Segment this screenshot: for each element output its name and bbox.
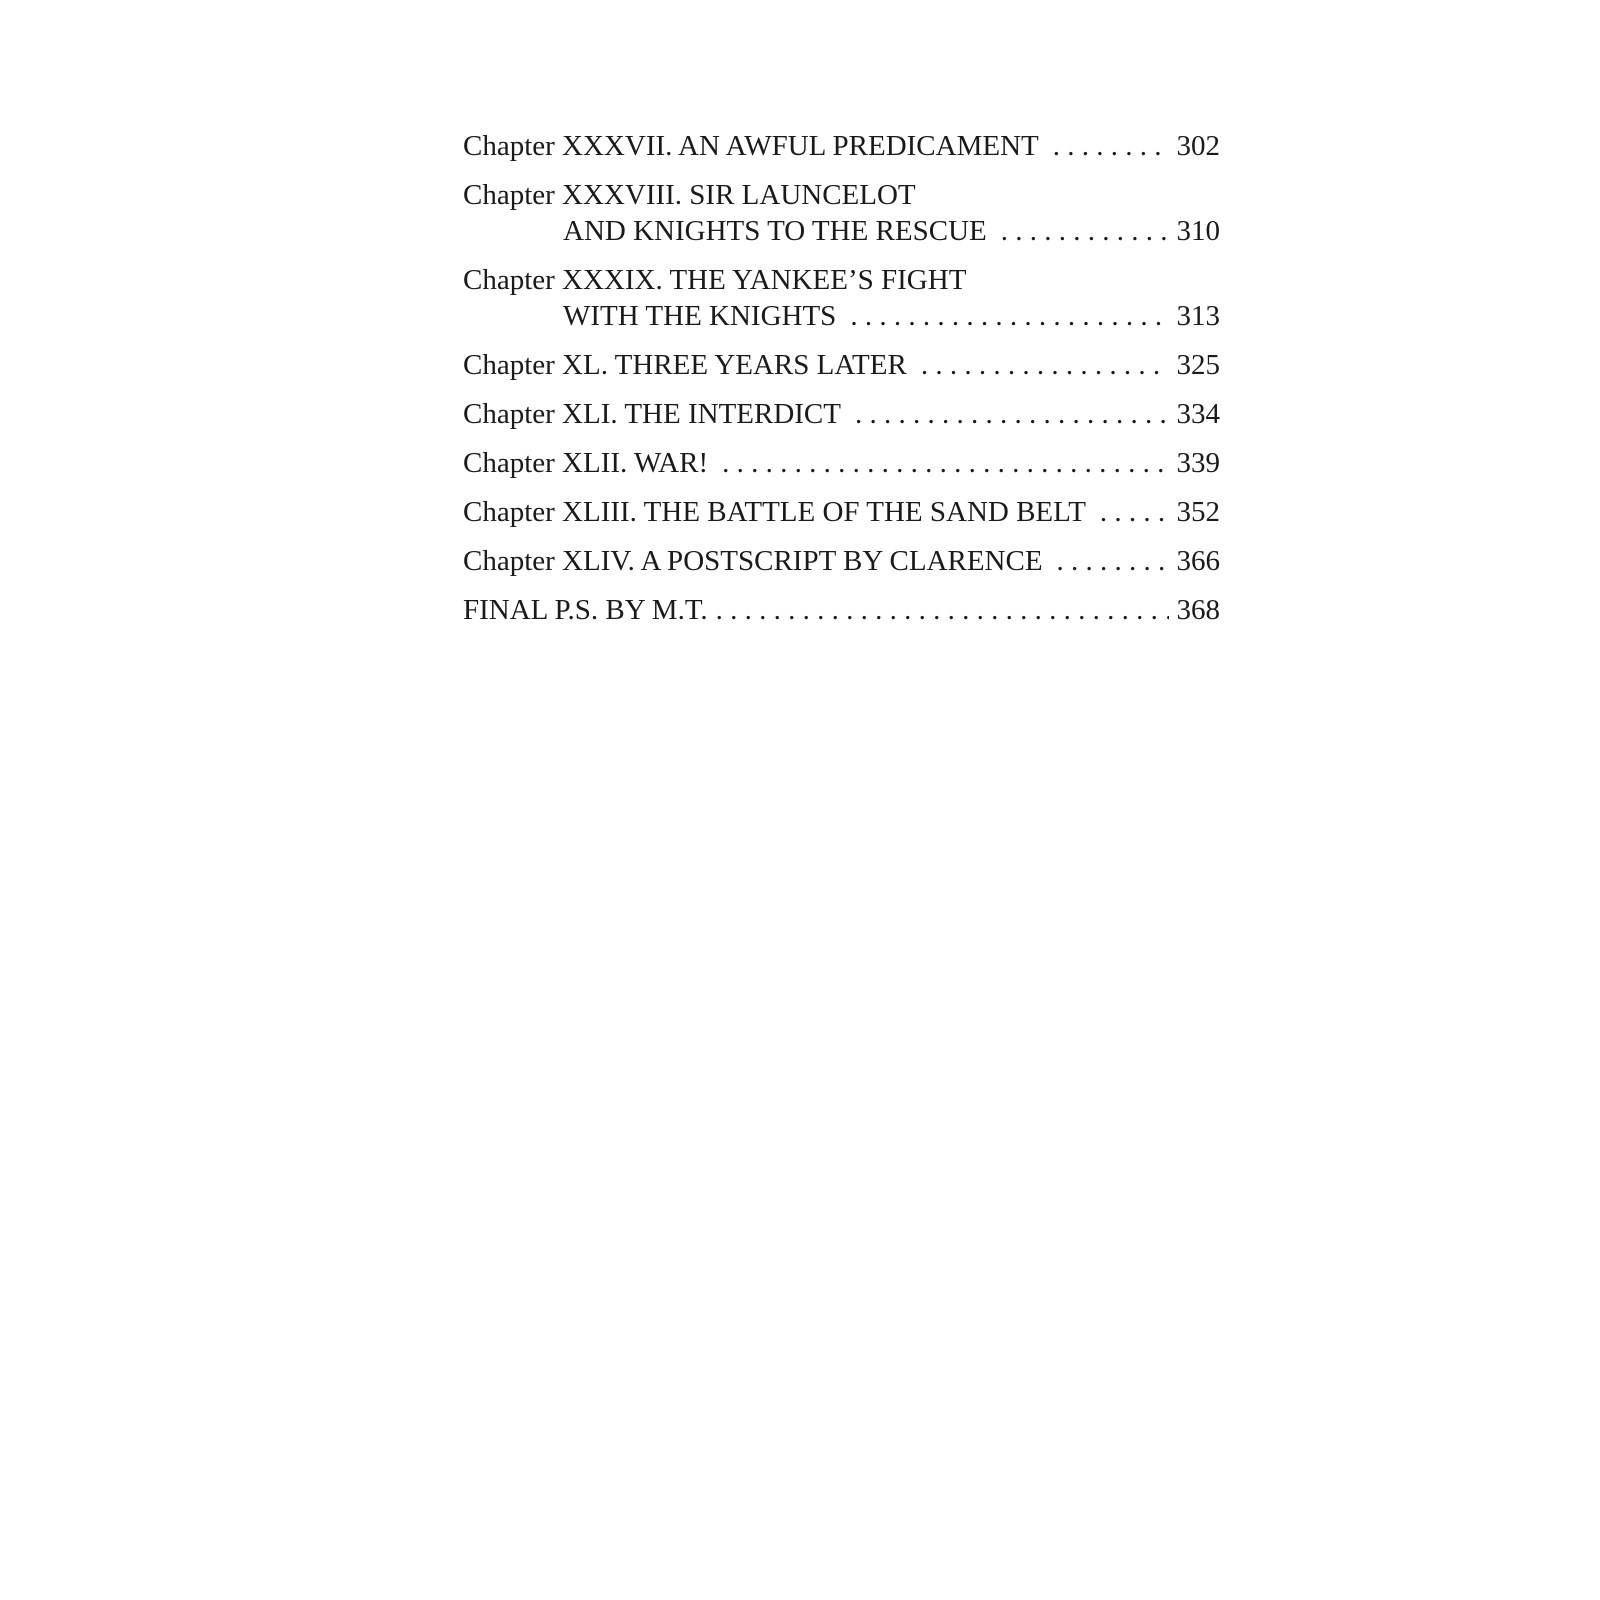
toc-entry-chapter-39[interactable] [463, 262, 1220, 334]
toc-entry-title: FINAL P.S. BY M.T. [463, 594, 708, 626]
dot-leader [716, 592, 1169, 628]
dot-leader [1001, 213, 1169, 249]
toc-entry-chapter-40[interactable] [463, 347, 1220, 383]
toc-entry-page-number: 366 [1176, 545, 1220, 577]
toc-entry-page-number: 339 [1176, 447, 1220, 479]
toc-entry-page-number: 352 [1176, 496, 1220, 528]
toc-entry-page-number: 334 [1176, 398, 1220, 430]
table-of-contents [463, 128, 1220, 641]
dot-leader [1057, 543, 1169, 579]
dot-leader [722, 445, 1168, 481]
toc-entry-title: Chapter XL. THREE YEARS LATER [463, 349, 907, 381]
toc-entry-title: Chapter XLIII. THE BATTLE OF THE SAND BELT [463, 496, 1086, 528]
dot-leader [855, 396, 1169, 432]
toc-entry-chapter-42[interactable] [463, 445, 1220, 481]
toc-entry-title: Chapter XXXVII. AN AWFUL PREDICAMENT [463, 130, 1039, 162]
toc-entry-page-number: 310 [1176, 215, 1220, 247]
toc-entry-title: Chapter XXXVIII. SIR LAUNCELOT [463, 179, 916, 211]
toc-entry-chapter-41[interactable] [463, 396, 1220, 432]
toc-entry-title-continued: AND KNIGHTS TO THE RESCUE [563, 215, 987, 247]
toc-entry-chapter-38[interactable] [463, 177, 1220, 249]
toc-entry-chapter-44[interactable] [463, 543, 1220, 579]
toc-entry-page-number: 325 [1176, 349, 1220, 381]
toc-entry-page-number: 368 [1176, 594, 1220, 626]
toc-entry-page-number: 302 [1176, 130, 1220, 162]
toc-entry-title: Chapter XXXIX. THE YANKEE’S FIGHT [463, 264, 967, 296]
toc-entry-title: Chapter XLII. WAR! [463, 447, 709, 479]
toc-entry-title: Chapter XLIV. A POSTSCRIPT BY CLARENCE [463, 545, 1043, 577]
dot-leader [1100, 494, 1169, 530]
toc-entry-chapter-43[interactable] [463, 494, 1220, 530]
dot-leader [1053, 128, 1169, 164]
dot-leader [921, 347, 1169, 383]
dot-leader [850, 298, 1168, 334]
toc-entry-title-continued: WITH THE KNIGHTS [563, 300, 837, 332]
toc-entry-title: Chapter XLI. THE INTERDICT [463, 398, 841, 430]
toc-entry-chapter-37[interactable] [463, 128, 1220, 164]
toc-entry-final-ps[interactable] [463, 592, 1220, 628]
toc-entry-page-number: 313 [1176, 300, 1220, 332]
